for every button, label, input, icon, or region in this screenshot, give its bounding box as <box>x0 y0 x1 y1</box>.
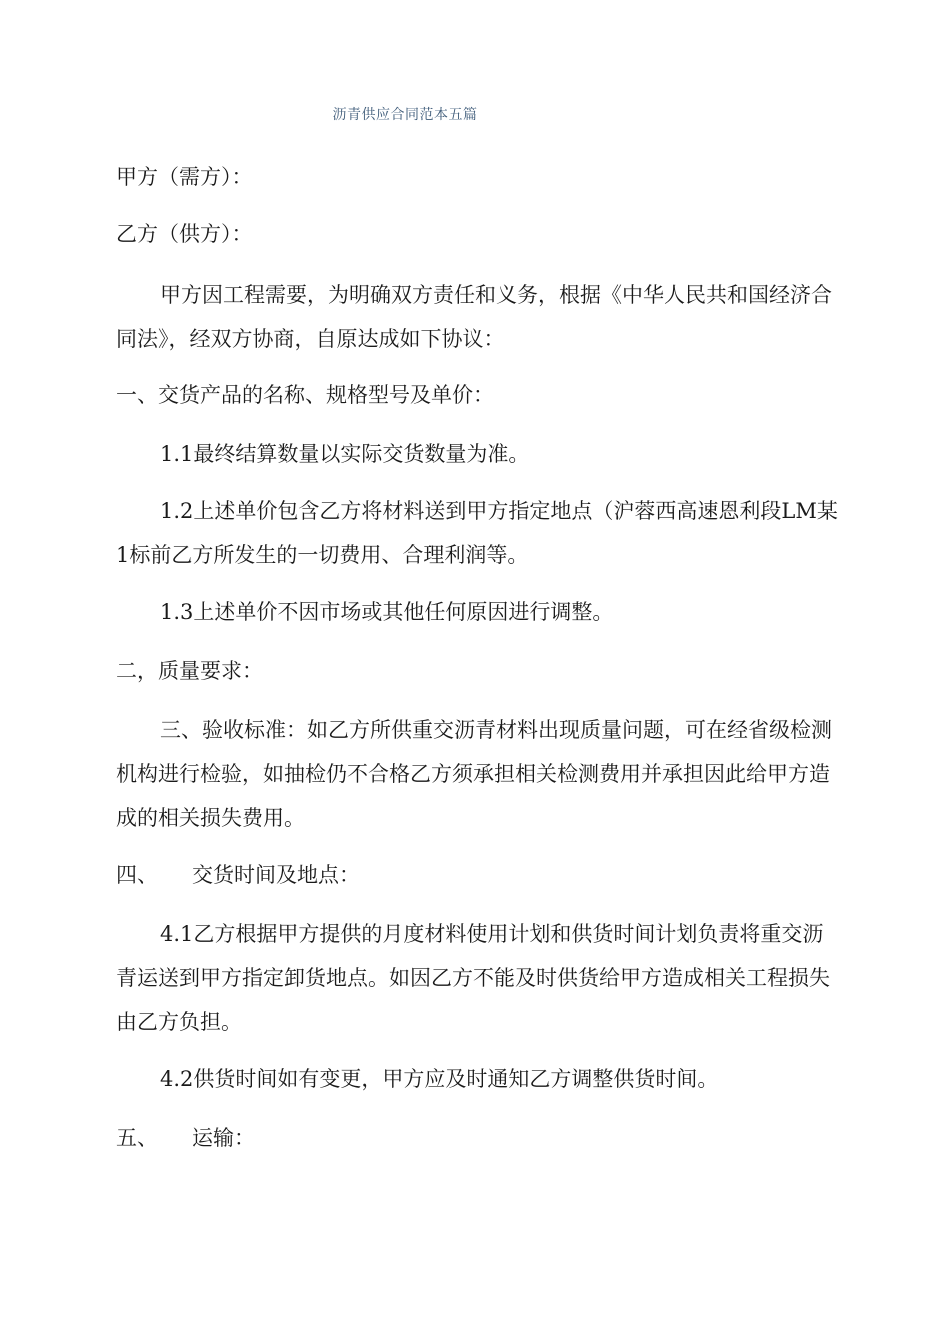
clause-4-2: 4.2供货时间如有变更，甲方应及时通知乙方调整供货时间。 <box>160 1067 719 1091</box>
section-4-heading-line <box>116 853 840 897</box>
section-1-heading: 一、交货产品的名称、规格型号及单价： <box>116 383 494 407</box>
section-2-heading: 二，质量要求： <box>116 659 263 683</box>
clause-1-2: 1.2上述单价包含乙方将材料送到甲方指定地点（沪蓉西高速恩利段LM某1标前乙方所发生的一切费用、合理利润等。 <box>116 499 838 567</box>
party-b-line: 乙方（供方）： <box>116 222 253 246</box>
preamble-paragraph: 甲方因工程需要，为明确双方责任和义务，根据《中华人民共和国经济合同法》，经双方协商，自原达成如下协议： <box>116 283 832 351</box>
party-a-line: 甲方（需方）： <box>116 165 253 189</box>
section-5-heading: 运输： <box>192 1126 255 1150</box>
document-title: 沥青供应合同范本五篇 <box>332 107 478 123</box>
section-4-number: 四、 <box>116 863 158 887</box>
section-4-heading: 交货时间及地点： <box>192 863 360 887</box>
section-5-number: 五、 <box>116 1126 158 1150</box>
clause-1-3: 1.3上述单价不因市场或其他任何原因进行调整。 <box>160 600 614 624</box>
clause-1-1: 1.1最终结算数量以实际交货数量为准。 <box>160 442 530 466</box>
section-3-paragraph: 三、验收标准：如乙方所供重交沥青材料出现质量问题，可在经省级检测机构进行检验，如抽检仍不合格乙方须承担相关检测费用并承担因此给甲方造成的相关损失费用。 <box>116 718 832 830</box>
clause-4-1: 4.1乙方根据甲方提供的月度材料使用计划和供货时间计划负责将重交沥青运送到甲方指定卸货地点。如因乙方不能及时供货给甲方造成相关工程损失由乙方负担。 <box>116 922 830 1034</box>
section-5-heading-line <box>116 1116 840 1160</box>
